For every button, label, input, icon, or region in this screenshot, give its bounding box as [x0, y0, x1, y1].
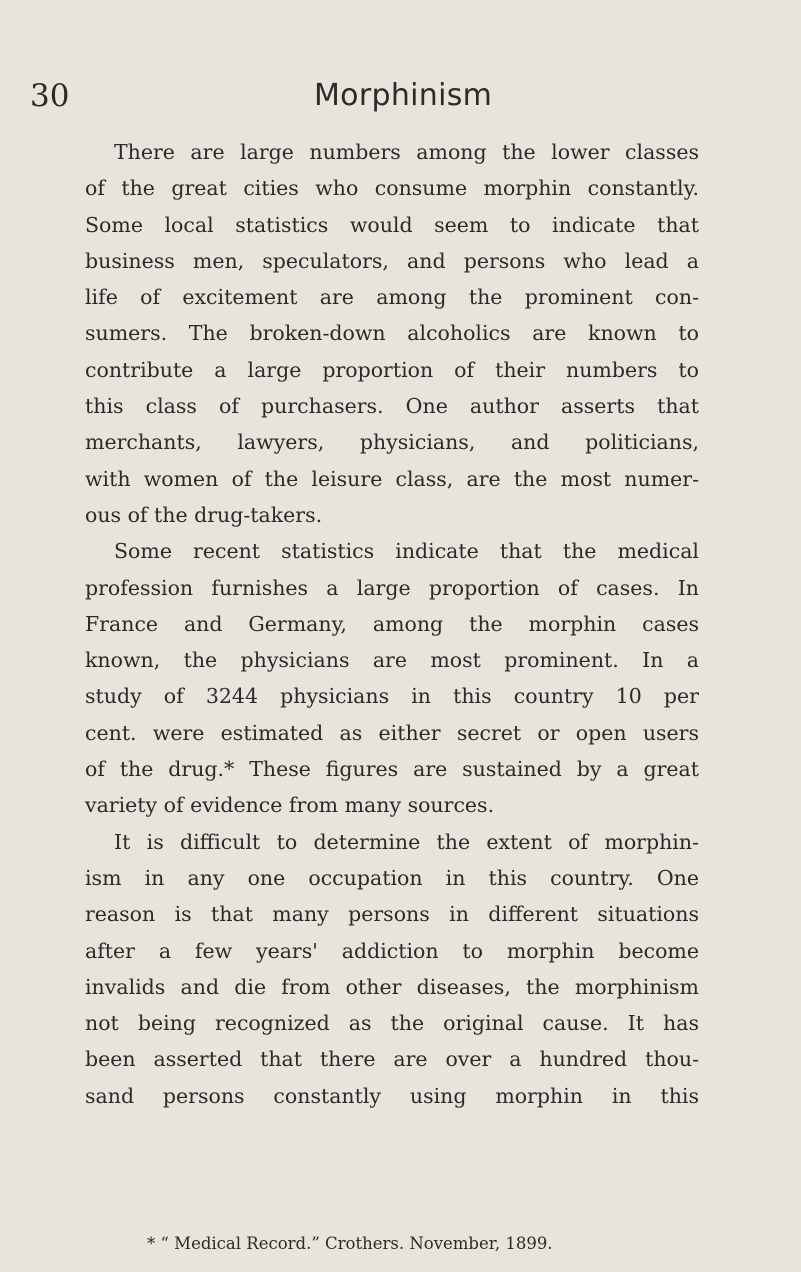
- text-line: ism in any one occupation in this country. One: [85, 865, 699, 890]
- text-line: this class of purchasers. One author asserts that: [85, 394, 699, 419]
- page-header: [0, 76, 801, 116]
- text-line: cent. were estimated as either secret or open users: [85, 720, 699, 745]
- text-line: ous of the drug-takers.: [85, 502, 323, 527]
- footnote: * “ Medical Record.” Crothers. November, 1899.: [147, 1234, 553, 1253]
- text-line: been asserted that there are over a hundred thou-: [85, 1047, 699, 1072]
- text-line: life of excitement are among the prominent con-: [85, 285, 699, 310]
- body-text: [85, 134, 699, 1114]
- text-line: France and Germany, among the morphin cases: [85, 611, 699, 636]
- text-line: reason is that many persons in different situations: [85, 902, 699, 927]
- text-line: after a few years' addiction to morphin become: [85, 938, 699, 963]
- text-line: merchants, lawyers, physicians, and politicians,: [85, 430, 699, 455]
- text-line: study of 3244 physicians in this country 10 per: [85, 684, 699, 709]
- text-line: known, the physicians are most prominent. In a: [85, 648, 699, 673]
- text-line: with women of the leisure class, are the most numer-: [85, 466, 699, 491]
- text-line: profession furnishes a large proportion of cases. In: [85, 575, 699, 600]
- text-line: invalids and die from other diseases, the morphinism: [85, 974, 699, 999]
- text-line: sumers. The broken-down alcoholics are known to: [85, 321, 699, 346]
- text-line: There are large numbers among the lower classes: [114, 140, 699, 164]
- text-line: not being recognized as the original cause. It has: [85, 1011, 699, 1036]
- text-line: Some recent statistics indicate that the medical: [114, 539, 699, 564]
- page-number: 30: [30, 78, 70, 114]
- text-line: It is difficult to determine the extent of morphin-: [114, 829, 699, 854]
- text-line: sand persons constantly using morphin in this: [85, 1083, 699, 1108]
- running-head: Morphinism: [314, 78, 493, 113]
- text-line: business men, speculators, and persons who lead a: [85, 248, 699, 273]
- text-line: of the great cities who consume morphin constantly.: [85, 176, 699, 201]
- text-line: variety of evidence from many sources.: [85, 793, 495, 818]
- text-line: of the drug.* These figures are sustained by a great: [85, 757, 699, 782]
- text-line: Some local statistics would seem to indicate that: [85, 212, 699, 237]
- text-line: contribute a large proportion of their numbers to: [85, 357, 699, 382]
